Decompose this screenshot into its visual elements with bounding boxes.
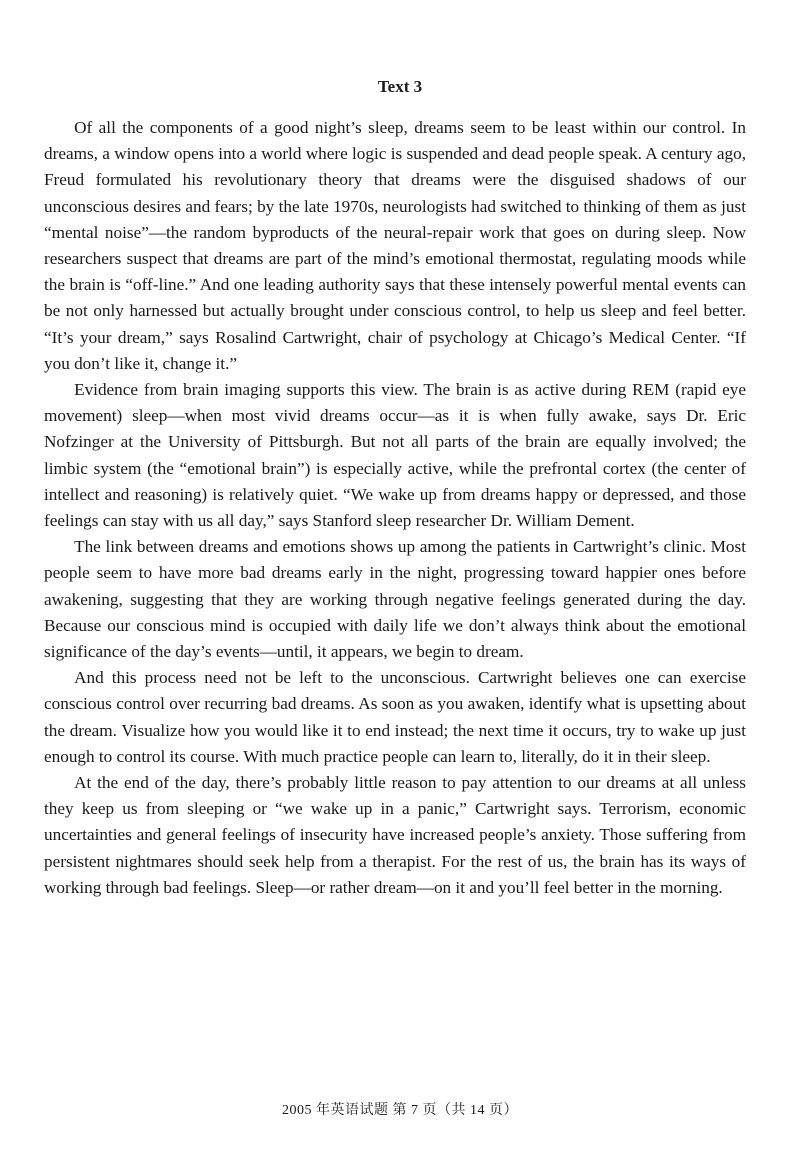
- paragraph-3: The link between dreams and emotions shows up among the patients in Cartwright’s clinic. Most people seem to have more bad dreams early in the night, progressing toward happier ones before awakening, suggesting that they are working through negative feelings generated during the day. Because our conscious mind is occupied with daily life we don’t always think about the emotional significance of the day’s events—until, it appears, we begin to dream.: [44, 537, 746, 662]
- paragraph-1: Of all the components of a good night’s sleep, dreams seem to be least within our control. In dreams, a window opens into a world where logic is suspended and dead people speak. A century ago, Freud formulated his revolutionary theory that dreams were the disguised shadows of our unconscious desires and fears; by the late 1970s, neurologists had switched to thinking of them as just “mental noise”—the random byproducts of the neural-repair work that goes on during sleep. Now researchers suspect that dreams are part of the mind’s emotional thermostat, regulating moods while the brain is “off-line.” And one leading authority says that these intensely powerful mental events can be not only harnessed but actually brought under conscious control, to help us sleep and feel better. “It’s your dream,” says Rosalind Cartwright, chair of psychology at Chicago’s Medical Center. “If you don’t like it, change it.”: [44, 118, 746, 373]
- paragraph-5: At the end of the day, there’s probably little reason to pay attention to our dreams at all unless they keep us from sleeping or “we wake up in a panic,” Cartwright says. Terrorism, economic uncertainties and general feelings of insecurity have increased people’s anxiety. Those suffering from persistent nightmares should seek help from a therapist. For the rest of us, the brain has its ways of working through bad feelings. Sleep—or rather dream—on it and you’ll feel better in the morning.: [44, 773, 746, 897]
- paragraph-2: Evidence from brain imaging supports this view. The brain is as active during REM (rapid eye movement) sleep—when most vivid dreams occur—as it is when fully awake, says Dr. Eric Nofzinger at the University of Pittsburgh. But not all parts of the brain are equally involved; the limbic system (the “emotional brain”) is especially active, while the prefrontal cortex (the center of intellect and reasoning) is relatively quiet. “We wake up from dreams happy or depressed, and those feelings can stay with us all day,” says Stanford sleep researcher Dr. William Dement.: [44, 380, 746, 531]
- paragraph-4: And this process need not be left to the unconscious. Cartwright believes one can exercise conscious control over recurring bad dreams. As soon as you awaken, identify what is upsetting about the dream. Visualize how you would like it to end instead; the next time it occurs, try to wake up just enough to control its course. With much practice people can learn to, literally, do it in their sleep.: [44, 668, 746, 766]
- section-title: Text 3: [377, 77, 423, 96]
- article-body: [44, 115, 746, 901]
- page-footer: 2005 年英语试题 第 7 页（共 14 页）: [282, 1103, 518, 1118]
